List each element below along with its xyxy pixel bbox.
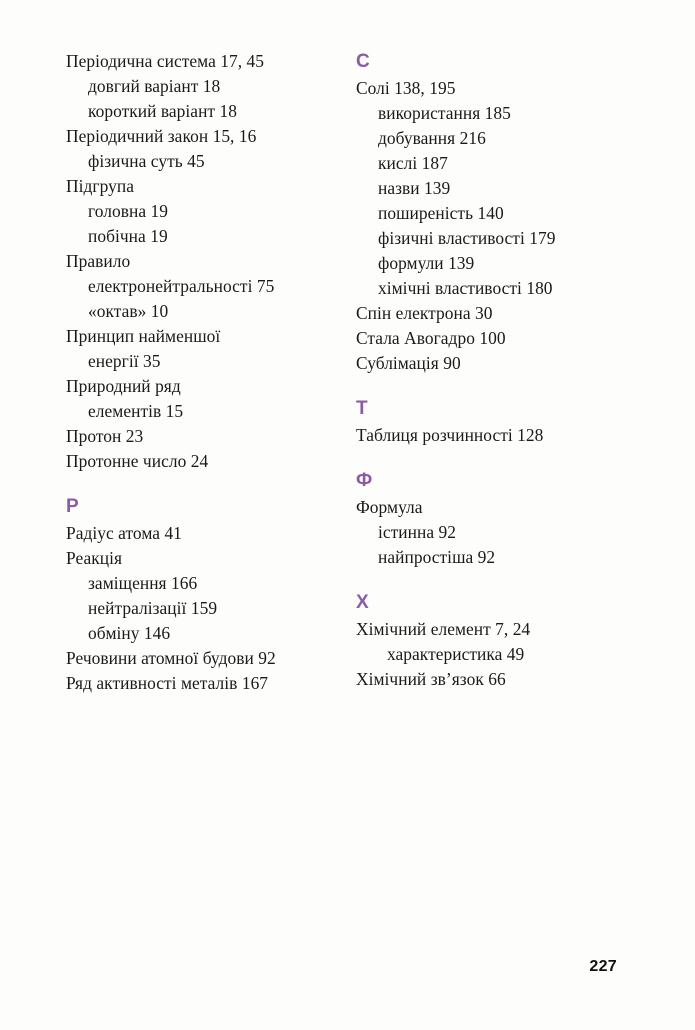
section-letter-heading: Р [66,496,79,517]
index-subentry: характеристика 49 [387,644,525,664]
index-entry: Формула [356,497,423,517]
index-entry: Радіус атома 41 [66,523,182,543]
left-column [66,49,356,696]
index-section [66,49,356,474]
index-entry: Протон 23 [66,426,144,446]
index-entry: Ряд активності металів 167 [66,673,269,693]
index-entry: Підгрупа [66,176,134,196]
index-subentry: добування 216 [378,128,486,148]
index-entry: Хімічний елемент 7, 24 [356,619,531,639]
index-entry: Спін електрона 30 [356,303,493,323]
index-subentry: енергії 35 [88,351,161,371]
index-subentry: побічна 19 [88,226,168,246]
index-subentry: хімічні властивості 180 [378,278,553,298]
index-entry: Природний ряд [66,376,181,396]
index-entry: Періодичний закон 15, 16 [66,126,257,146]
section-letter-heading: Х [356,592,369,613]
index-subentry: обміну 146 [88,623,171,643]
index-entry: Протонне число 24 [66,451,209,471]
section-letter-heading: Ф [356,470,373,491]
index-subentry: кислі 187 [378,153,448,173]
index-subentry: найпростіша 92 [378,547,496,567]
index-entry: Таблиця розчинності 128 [356,425,544,445]
index-columns [0,49,695,696]
index-entry: Стала Авогадро 100 [356,328,506,348]
index-subentry: заміщення 166 [88,573,198,593]
index-subentry: нейтралізації 159 [88,598,218,618]
index-entry: Хімічний зв’язок 66 [356,669,506,689]
index-entry: Солі 138, 195 [356,78,456,98]
index-subentry: «октав» 10 [88,301,169,321]
section-letter-heading: Т [356,398,368,419]
index-subentry: істинна 92 [378,522,457,542]
index-section-Х [356,590,646,692]
index-entry: Принцип найменшої [66,326,221,346]
index-section-Ф [356,468,646,570]
index-subentry: головна 19 [88,201,169,221]
index-subentry: формули 139 [378,253,475,273]
index-entry: Правило [66,251,131,271]
index-section-Р [66,494,356,696]
index-entry: Речовини атомної будови 92 [66,648,276,668]
index-entry: Реакція [66,548,123,568]
index-section-Т [356,396,646,448]
index-subentry: довгий варіант 18 [88,76,221,96]
index-subentry: поширеність 140 [378,203,504,223]
index-subentry: назви 139 [378,178,451,198]
index-subentry: фізична суть 45 [88,151,205,171]
index-entry: Періодична система 17, 45 [66,51,265,71]
index-section-С [356,49,646,376]
index-subentry: електронейтральності 75 [88,276,275,296]
index-subentry: фізичні властивості 179 [378,228,556,248]
page-number: 227 [589,958,617,975]
index-subentry: елементів 15 [88,401,184,421]
index-subentry: короткий варіант 18 [88,101,237,121]
index-entry: Сублімація 90 [356,353,461,373]
section-letter-heading: С [356,51,370,72]
index-subentry: використання 185 [378,103,511,123]
right-column [356,49,646,692]
